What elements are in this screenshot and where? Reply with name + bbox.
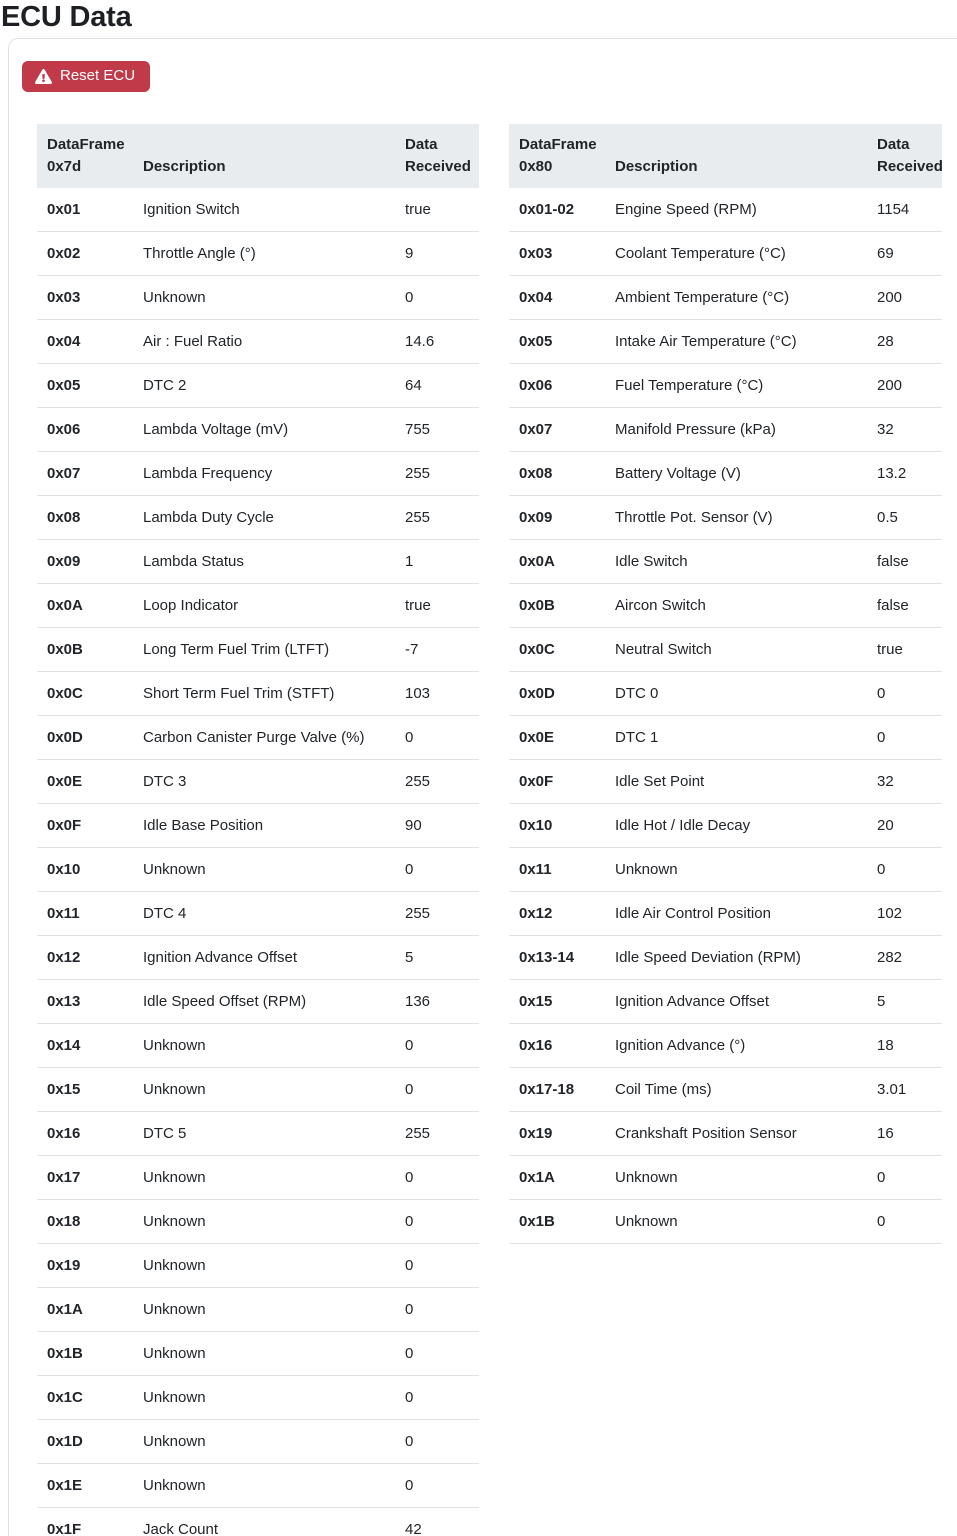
frame-id-cell: 0x13-14 [509,936,605,980]
reset-ecu-button[interactable] [22,61,150,92]
frame-id-cell: 0x0E [509,716,605,760]
tables-row [22,124,957,1536]
dataframe-column-header: DataFrame 0x80 [509,124,605,188]
frame-id-cell: 0x16 [37,1112,133,1156]
description-cell: Unknown [133,848,395,892]
description-cell: Unknown [133,1288,395,1332]
frame-id-cell: 0x13 [37,980,133,1024]
value-cell: 69 [867,232,942,276]
table-row [509,188,942,232]
table-row [37,1156,479,1200]
description-cell: Air : Fuel Ratio [133,320,395,364]
value-cell: 0 [867,848,942,892]
value-cell: 90 [395,804,479,848]
value-cell: 0 [395,1200,479,1244]
table-row [509,320,942,364]
table-row [509,496,942,540]
table-row [37,804,479,848]
frame-id-cell: 0x11 [37,892,133,936]
value-cell: 255 [395,1112,479,1156]
description-cell: Unknown [133,1024,395,1068]
value-cell: 5 [395,936,479,980]
frame-id-cell: 0x09 [37,540,133,584]
value-cell: 0 [395,848,479,892]
value-cell: 0 [395,1376,479,1420]
frame-id-cell: 0x0D [509,672,605,716]
table-row [509,980,942,1024]
value-cell: 0 [867,1156,942,1200]
description-cell: Aircon Switch [605,584,867,628]
frame-id-cell: 0x16 [509,1024,605,1068]
frame-id-cell: 0x0F [37,804,133,848]
value-cell: 255 [395,892,479,936]
table-row [37,452,479,496]
value-cell: 0 [395,716,479,760]
frame-id-cell: 0x15 [509,980,605,1024]
value-cell: 5 [867,980,942,1024]
value-cell: 9 [395,232,479,276]
description-cell: Unknown [605,848,867,892]
value-cell: 3.01 [867,1068,942,1112]
frame-id-cell: 0x14 [37,1024,133,1068]
value-cell: 13.2 [867,452,942,496]
description-cell: DTC 5 [133,1112,395,1156]
table-row [509,892,942,936]
table-row [37,408,479,452]
description-cell: Unknown [133,1464,395,1508]
frame-id-cell: 0x17 [37,1156,133,1200]
table-row [509,672,942,716]
frame-id-cell: 0x0A [37,584,133,628]
description-cell: DTC 4 [133,892,395,936]
table-row [37,1024,479,1068]
value-cell: 103 [395,672,479,716]
description-cell: Loop Indicator [133,584,395,628]
description-cell: Idle Switch [605,540,867,584]
table-row [509,540,942,584]
frame-id-cell: 0x1B [509,1200,605,1244]
frame-id-cell: 0x19 [509,1112,605,1156]
table-row [509,1200,942,1244]
description-cell: DTC 3 [133,760,395,804]
value-cell: 0 [867,1200,942,1244]
value-cell: 32 [867,408,942,452]
table-row [37,364,479,408]
frame-id-cell: 0x06 [509,364,605,408]
dataframe-column-header: DataFrame 0x7d [37,124,133,188]
value-cell: 0 [395,1068,479,1112]
description-cell: Short Term Fuel Trim (STFT) [133,672,395,716]
description-cell: Ambient Temperature (°C) [605,276,867,320]
description-cell: DTC 0 [605,672,867,716]
table-row [37,540,479,584]
frame-id-cell: 0x0B [509,584,605,628]
value-cell: false [867,540,942,584]
value-cell: 14.6 [395,320,479,364]
description-cell: Neutral Switch [605,628,867,672]
value-cell: 0 [395,276,479,320]
frame-id-cell: 0x1D [37,1420,133,1464]
description-cell: Unknown [133,1068,395,1112]
description-cell: DTC 1 [605,716,867,760]
frame-id-cell: 0x07 [509,408,605,452]
description-cell: Unknown [133,1200,395,1244]
description-cell: Idle Hot / Idle Decay [605,804,867,848]
description-cell: Idle Speed Deviation (RPM) [605,936,867,980]
frame-id-cell: 0x03 [509,232,605,276]
frame-id-cell: 0x15 [37,1068,133,1112]
description-cell: Coil Time (ms) [605,1068,867,1112]
description-cell: Ignition Advance Offset [133,936,395,980]
frame-id-cell: 0x12 [37,936,133,980]
frame-id-cell: 0x0C [509,628,605,672]
table-row [509,936,942,980]
frame-id-cell: 0x02 [37,232,133,276]
frame-id-cell: 0x19 [37,1244,133,1288]
description-column-header: Description [605,124,867,188]
value-cell: true [867,628,942,672]
frame-id-cell: 0x05 [37,364,133,408]
description-cell: Ignition Switch [133,188,395,232]
table-header-row [509,124,942,188]
table-row [37,936,479,980]
description-cell: Engine Speed (RPM) [605,188,867,232]
table-row [509,364,942,408]
description-cell: Ignition Advance Offset [605,980,867,1024]
value-cell: 1154 [867,188,942,232]
value-cell: true [395,584,479,628]
table-row [509,408,942,452]
table-row [509,1112,942,1156]
table-row [509,848,942,892]
description-cell: Lambda Status [133,540,395,584]
description-column-header: Description [133,124,395,188]
table-row [37,320,479,364]
frame-id-cell: 0x1C [37,1376,133,1420]
table-row [37,980,479,1024]
page-title: ECU Data [1,1,132,33]
value-cell: 102 [867,892,942,936]
table-row [37,276,479,320]
table-row [509,1068,942,1112]
frame-id-cell: 0x01 [37,188,133,232]
frame-id-cell: 0x04 [509,276,605,320]
frame-id-cell: 0x0D [37,716,133,760]
table-row [37,760,479,804]
value-cell: 0 [395,1156,479,1200]
description-cell: Jack Count [133,1508,395,1536]
table-row [37,848,479,892]
value-cell: 20 [867,804,942,848]
value-cell: 0 [395,1420,479,1464]
frame-id-cell: 0x04 [37,320,133,364]
value-cell: 0 [867,716,942,760]
table-row [37,1420,479,1464]
description-cell: Unknown [133,1332,395,1376]
table-row [509,628,942,672]
description-cell: Unknown [133,276,395,320]
value-cell: -7 [395,628,479,672]
description-cell: Lambda Voltage (mV) [133,408,395,452]
value-cell: 0 [395,1464,479,1508]
value-cell: 255 [395,452,479,496]
description-cell: DTC 2 [133,364,395,408]
value-cell: 18 [867,1024,942,1068]
value-cell: 28 [867,320,942,364]
description-cell: Unknown [133,1156,395,1200]
value-cell: 282 [867,936,942,980]
frame-id-cell: 0x05 [509,320,605,364]
description-cell: Ignition Advance (°) [605,1024,867,1068]
table-row [509,1024,942,1068]
description-cell: Unknown [133,1244,395,1288]
frame-id-cell: 0x0F [509,760,605,804]
table-row [37,232,479,276]
description-cell: Idle Speed Offset (RPM) [133,980,395,1024]
value-cell: 255 [395,760,479,804]
description-cell: Battery Voltage (V) [605,452,867,496]
description-cell: Unknown [605,1200,867,1244]
description-cell: Manifold Pressure (kPa) [605,408,867,452]
description-cell: Unknown [133,1420,395,1464]
table-row [509,232,942,276]
reset-ecu-label: Reset ECU [60,67,136,84]
table-row [509,760,942,804]
frame-id-cell: 0x1B [37,1332,133,1376]
frame-id-cell: 0x0C [37,672,133,716]
table-header-row [37,124,479,188]
description-cell: Throttle Angle (°) [133,232,395,276]
table-row [37,1332,479,1376]
description-cell: Crankshaft Position Sensor [605,1112,867,1156]
frame-id-cell: 0x17-18 [509,1068,605,1112]
frame-id-cell: 0x11 [509,848,605,892]
data-received-column-header: Data Received [395,124,479,188]
table-row [37,628,479,672]
description-cell: Intake Air Temperature (°C) [605,320,867,364]
table-row [37,716,479,760]
frame-id-cell: 0x1A [37,1288,133,1332]
frame-id-cell: 0x03 [37,276,133,320]
table-row [509,1156,942,1200]
table-row [37,1244,479,1288]
description-cell: Lambda Frequency [133,452,395,496]
table-row [37,1508,479,1536]
value-cell: 0 [395,1244,479,1288]
table-row [37,1376,479,1420]
ecu-data-card [8,38,957,1536]
value-cell: 16 [867,1112,942,1156]
frame-id-cell: 0x0A [509,540,605,584]
value-cell: 0.5 [867,496,942,540]
value-cell: 200 [867,276,942,320]
frame-id-cell: 0x06 [37,408,133,452]
frame-id-cell: 0x0E [37,760,133,804]
frame-id-cell: 0x08 [37,496,133,540]
frame-id-cell: 0x07 [37,452,133,496]
description-cell: Lambda Duty Cycle [133,496,395,540]
table-row [37,584,479,628]
table-row [37,892,479,936]
value-cell: 0 [395,1024,479,1068]
value-cell: 136 [395,980,479,1024]
dataframe-0x7d-table [37,124,479,1536]
table-row [509,584,942,628]
table-row [37,1464,479,1508]
value-cell: false [867,584,942,628]
frame-id-cell: 0x08 [509,452,605,496]
data-received-column-header: Data Received [867,124,942,188]
table-row [37,672,479,716]
value-cell: 200 [867,364,942,408]
value-cell: 42 [395,1508,479,1536]
frame-id-cell: 0x0B [37,628,133,672]
value-cell: 1 [395,540,479,584]
frame-id-cell: 0x10 [509,804,605,848]
dataframe-0x80-table [509,124,942,1244]
table-row [37,1112,479,1156]
table-row [509,276,942,320]
frame-id-cell: 0x01-02 [509,188,605,232]
frame-id-cell: 0x12 [509,892,605,936]
frame-id-cell: 0x1E [37,1464,133,1508]
value-cell: 0 [395,1288,479,1332]
description-cell: Fuel Temperature (°C) [605,364,867,408]
frame-id-cell: 0x18 [37,1200,133,1244]
description-cell: Idle Air Control Position [605,892,867,936]
table-row [37,1068,479,1112]
warning-triangle-icon [35,69,52,84]
description-cell: Coolant Temperature (°C) [605,232,867,276]
table-row [37,1200,479,1244]
table-row [509,716,942,760]
frame-id-cell: 0x1F [37,1508,133,1536]
description-cell: Long Term Fuel Trim (LTFT) [133,628,395,672]
table-row [37,188,479,232]
description-cell: Carbon Canister Purge Valve (%) [133,716,395,760]
description-cell: Unknown [133,1376,395,1420]
value-cell: 32 [867,760,942,804]
description-cell: Idle Set Point [605,760,867,804]
value-cell: 255 [395,496,479,540]
table-row [37,1288,479,1332]
value-cell: 0 [867,672,942,716]
value-cell: 0 [395,1332,479,1376]
description-cell: Idle Base Position [133,804,395,848]
frame-id-cell: 0x10 [37,848,133,892]
frame-id-cell: 0x09 [509,496,605,540]
frame-id-cell: 0x1A [509,1156,605,1200]
table-row [37,496,479,540]
value-cell: 755 [395,408,479,452]
value-cell: 64 [395,364,479,408]
description-cell: Throttle Pot. Sensor (V) [605,496,867,540]
value-cell: true [395,188,479,232]
description-cell: Unknown [605,1156,867,1200]
table-row [509,452,942,496]
table-row [509,804,942,848]
